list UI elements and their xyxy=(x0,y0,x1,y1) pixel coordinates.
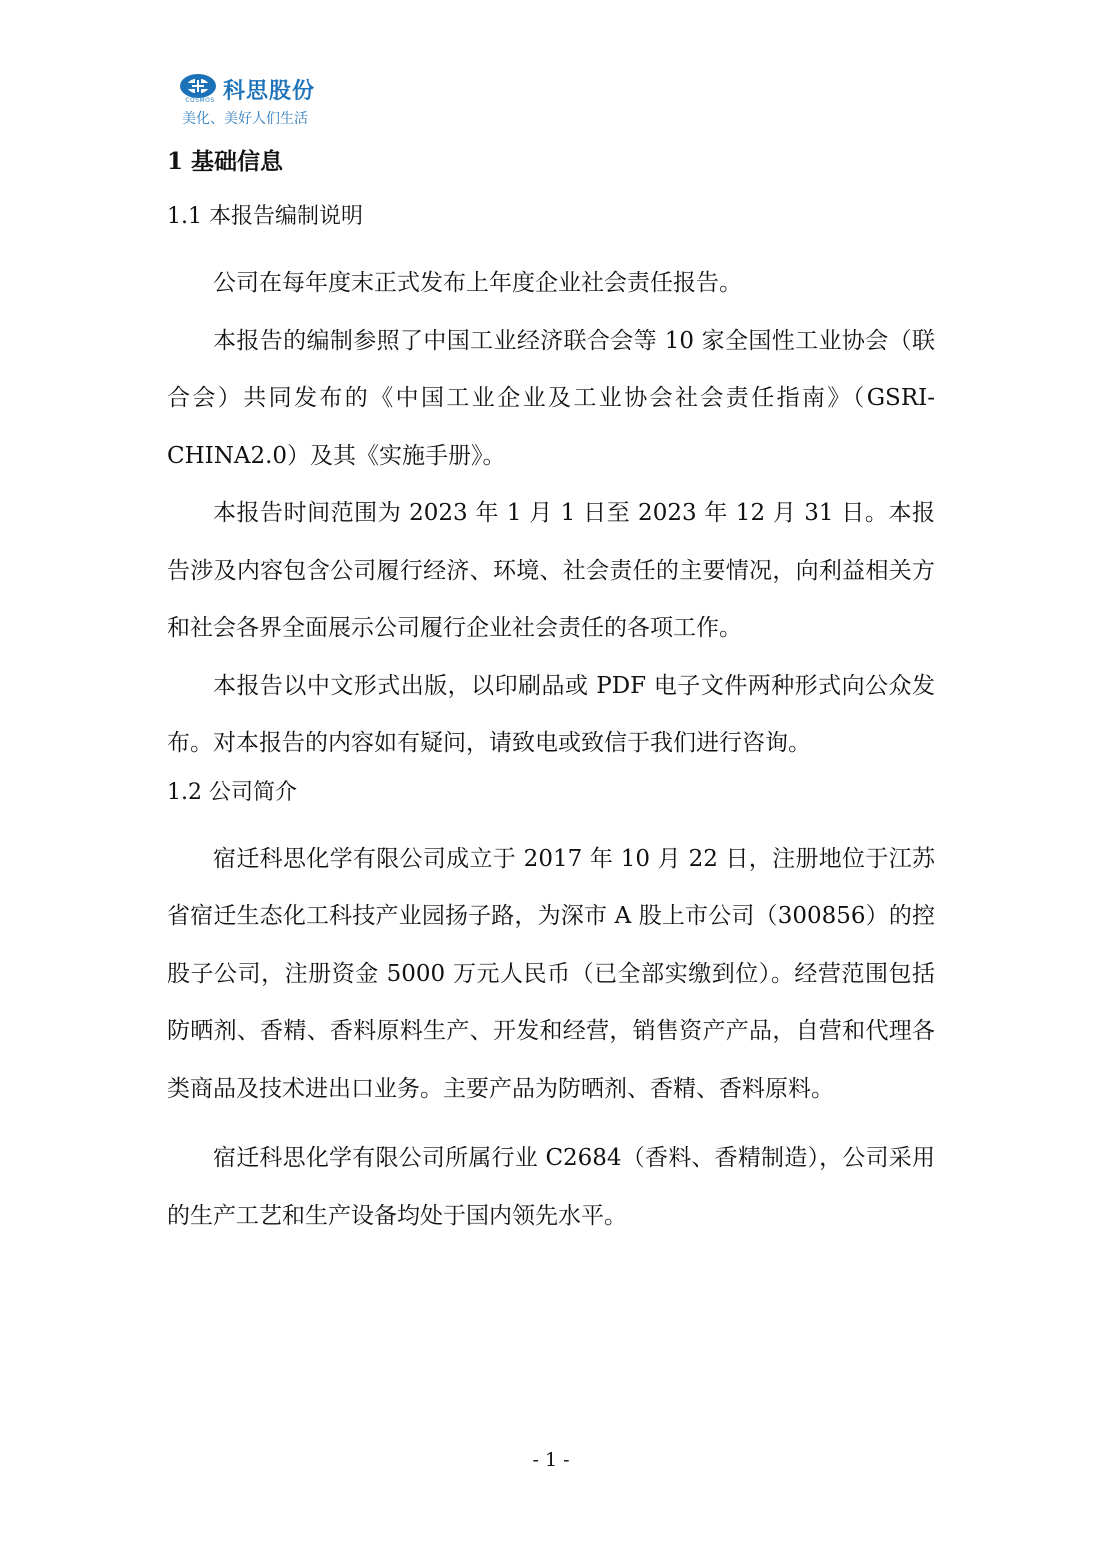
section-1-heading: 1 基础信息 xyxy=(167,148,284,175)
paragraph: 本报告的编制参照了中国工业经济联合会等 10 家全国性工业协会（联合会）共同发布的《中国工业企业及工业协会社会责任指南》（GSRI-CHINA2.0）及其《实施手册》。 xyxy=(167,327,935,469)
logo-sub-text: COSMOS xyxy=(185,97,215,104)
paragraph: 宿迁科思化学有限公司成立于 2017 年 10 月 22 日，注册地位于江苏省宿迁生态化工科技产业园扬子路，为深市 A 股上市公司（300856）的控股子公司，注册资金 5000 万元人民币（已全部实缴到位）。经营范围包括防晒剂、香精、香料原料生产、开发和经营，销售资产产品，自营和代理各类商品及技术进出口业务。主要产品为防晒剂、香精、香料原料。 xyxy=(167,845,935,1102)
paragraph: 本报告时间范围为 2023 年 1 月 1 日至 2023 年 12 月 31 日。本报告涉及内容包含公司履行经济、环境、社会责任的主要情况，向利益相关方和社会各界全面展示公司履行企业社会责任的各项工作。 xyxy=(167,500,935,641)
paragraph: 公司在每年度末正式发布上年度企业社会责任报告。 xyxy=(213,270,742,296)
logo-company-name: 科思股份 xyxy=(223,79,316,104)
company-logo xyxy=(178,70,338,132)
paragraph: 宿迁科思化学有限公司所属行业 C2684（香料、香精制造），公司采用的生产工艺和生产设备均处于国内领先水平。 xyxy=(167,1145,935,1229)
page-number: - 1 - xyxy=(532,1449,570,1471)
section-1-1-heading: 1.1 本报告编制说明 xyxy=(167,204,363,229)
document-body xyxy=(167,139,935,1245)
section-1-2-heading: 1.2 公司简介 xyxy=(167,779,297,805)
paragraph: 本报告以中文形式出版，以印刷品或 PDF 电子文件两种形式向公众发布。对本报告的内容如有疑问，请致电或致信于我们进行咨询。 xyxy=(167,672,935,756)
company-slogan: 美化、美好人们生活 xyxy=(182,111,308,127)
